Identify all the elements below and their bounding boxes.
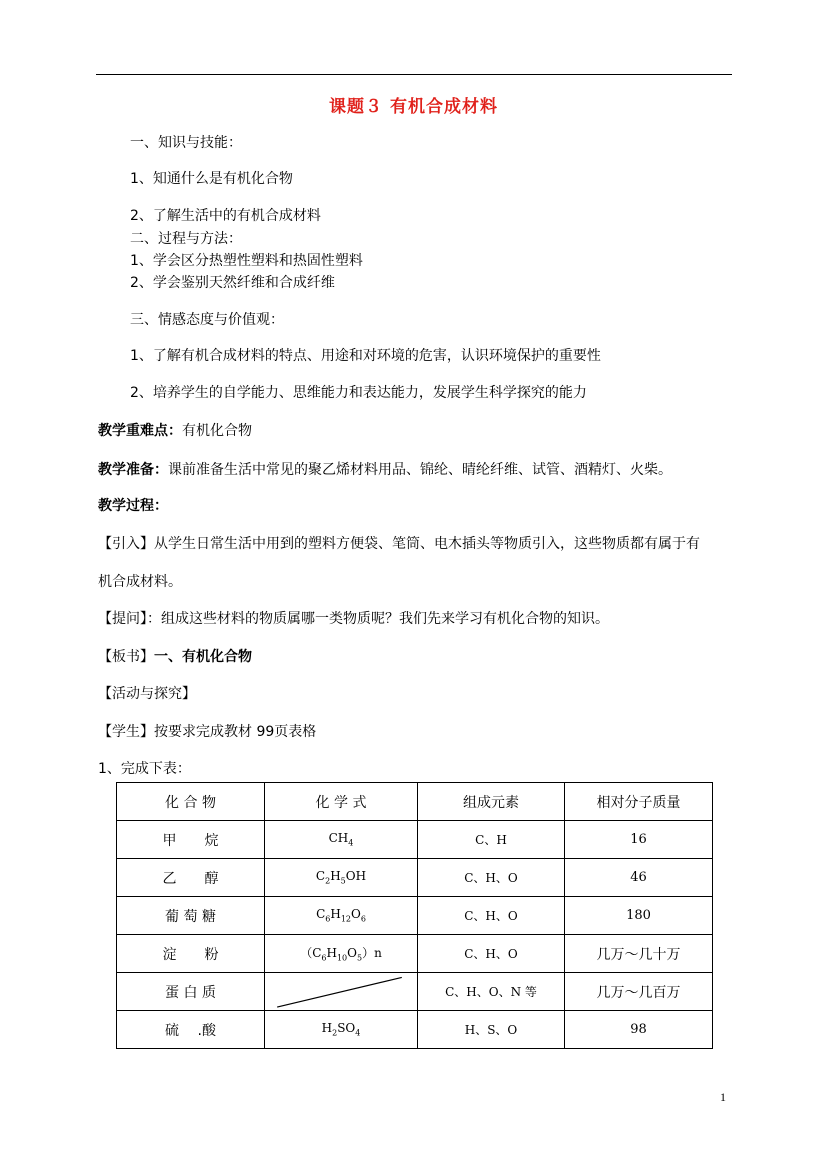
teaching-prep bbox=[98, 460, 672, 480]
formula-part: H bbox=[321, 1021, 333, 1036]
board-text: 一、有机化合物 bbox=[154, 649, 252, 665]
question-label: 【提问】 bbox=[98, 611, 147, 627]
prep-label: 教学准备： bbox=[98, 462, 168, 478]
board-line bbox=[98, 647, 252, 667]
compound-name: 乙 醇 bbox=[117, 859, 265, 897]
intro-line-2: 机合成材料。 bbox=[98, 574, 182, 590]
section-process: 二、过程与方法： bbox=[130, 231, 242, 247]
formula-subscript: 12 bbox=[340, 914, 351, 924]
formula-part: H bbox=[330, 907, 341, 922]
table-row bbox=[117, 1011, 713, 1049]
compound-name: 甲 烷 bbox=[117, 821, 265, 859]
formula-part: ）n bbox=[362, 946, 382, 961]
formula-subscript: 2 bbox=[325, 876, 331, 886]
formula-part: O bbox=[347, 946, 357, 961]
objective-1: 1、知通什么是有机化合物 bbox=[130, 171, 293, 187]
header-mass: 相对分子质量 bbox=[565, 783, 713, 821]
process-1: 1、学会区分热塑性塑料和热固性塑料 bbox=[130, 253, 363, 269]
table-row bbox=[117, 935, 713, 973]
mass-cell: 180 bbox=[565, 897, 713, 935]
header-compound: 化 合 物 bbox=[117, 783, 265, 821]
student-label: 【学生】 bbox=[98, 724, 154, 740]
table-row bbox=[117, 821, 713, 859]
process-heading: 教学过程： bbox=[98, 498, 168, 514]
compound-name: 葡 萄 糖 bbox=[117, 897, 265, 935]
elements-cell: C、H、O bbox=[418, 935, 565, 973]
formula-subscript: 5 bbox=[356, 953, 363, 963]
process-2: 2、学会鉴别天然纤维和合成纤维 bbox=[130, 275, 335, 291]
header-formula: 化 学 式 bbox=[265, 783, 418, 821]
key-point-label: 教学重难点： bbox=[98, 423, 182, 439]
activity-line: 【活动与探究】 bbox=[98, 686, 196, 702]
board-label: 【板书】 bbox=[98, 649, 154, 665]
question-text: ：组成这些材料的物质属哪一类物质呢？我们先来学习有机化合物的知识。 bbox=[147, 611, 609, 627]
intro-line-1 bbox=[98, 534, 700, 554]
mass-cell: 几万～几十万 bbox=[565, 935, 713, 973]
table-row bbox=[117, 859, 713, 897]
formula-part: （C bbox=[300, 946, 322, 961]
table-intro: 1、完成下表： bbox=[98, 761, 191, 777]
objective-2: 2、了解生活中的有机合成材料 bbox=[130, 208, 321, 224]
header-elements: 组成元素 bbox=[418, 783, 565, 821]
compound-table bbox=[116, 782, 713, 1049]
formula-part: H bbox=[330, 869, 341, 884]
formula-subscript: 4 bbox=[355, 1028, 361, 1038]
formula-subscript: 10 bbox=[336, 953, 348, 963]
key-point bbox=[98, 421, 252, 441]
chemical-formula bbox=[265, 935, 418, 973]
key-point-text: 有机化合物 bbox=[182, 423, 252, 439]
formula-part: H bbox=[326, 946, 337, 961]
diagonal-slash bbox=[265, 973, 417, 1010]
attitude-1: 1、了解有机合成材料的特点、用途和对环境的危害，认识环境保护的重要性 bbox=[130, 348, 601, 364]
mass-cell: 几万～几百万 bbox=[565, 973, 713, 1011]
mass-cell: 46 bbox=[565, 859, 713, 897]
formula-subscript: 6 bbox=[360, 914, 366, 924]
chemical-formula bbox=[265, 859, 418, 897]
elements-cell: C、H、O bbox=[418, 859, 565, 897]
elements-cell: C、H、O bbox=[418, 897, 565, 935]
formula-part: CH bbox=[328, 831, 349, 846]
page-title: 课题３ 有机合成材料 bbox=[329, 97, 498, 117]
question-line bbox=[98, 609, 609, 629]
table-row bbox=[117, 973, 713, 1011]
mass-cell: 98 bbox=[565, 1011, 713, 1049]
compound-name: 蛋 白 质 bbox=[117, 973, 265, 1011]
elements-cell: H、S、O bbox=[418, 1011, 565, 1049]
compound-name: 淀 粉 bbox=[117, 935, 265, 973]
table-row bbox=[117, 897, 713, 935]
formula-part: OH bbox=[345, 869, 367, 884]
chemical-formula bbox=[265, 821, 418, 859]
section-attitude: 三、情感态度与价值观： bbox=[130, 312, 284, 328]
attitude-2: 2、培养学生的自学能力、思维能力和表达能力，发展学生科学探究的能力 bbox=[130, 385, 587, 401]
formula-subscript: 5 bbox=[340, 876, 346, 886]
compound-name: 硫 .酸 bbox=[117, 1011, 265, 1049]
formula-part: O bbox=[351, 907, 361, 922]
elements-cell: C、H、O、N 等 bbox=[418, 973, 565, 1011]
page-number: 1 bbox=[720, 1090, 726, 1104]
table-header-row bbox=[117, 783, 713, 821]
formula-part: C bbox=[316, 907, 326, 922]
prep-text: 课前准备生活中常见的聚乙烯材料用品、锦纶、晴纶纤维、试管、酒精灯、火柴。 bbox=[168, 462, 672, 478]
student-text: 按要求完成教材 99页表格 bbox=[154, 724, 317, 740]
intro-label: 【引入】 bbox=[98, 536, 154, 552]
mass-cell: 16 bbox=[565, 821, 713, 859]
formula-part: SO bbox=[337, 1021, 356, 1036]
header-rule bbox=[96, 74, 732, 75]
section-knowledge: 一、知识与技能： bbox=[130, 135, 242, 151]
formula-cell-empty bbox=[265, 973, 418, 1011]
intro-text-1: 从学生日常生活中用到的塑料方便袋、笔筒、电木插头等物质引入，这些物质都有属于有 bbox=[154, 536, 700, 552]
formula-subscript: 6 bbox=[325, 914, 331, 924]
formula-subscript: 2 bbox=[332, 1028, 338, 1038]
formula-subscript: 6 bbox=[321, 953, 327, 963]
elements-cell: C、H bbox=[418, 821, 565, 859]
student-line bbox=[98, 722, 316, 742]
chemical-formula bbox=[265, 897, 418, 935]
chemical-formula bbox=[265, 1011, 418, 1049]
formula-subscript: 4 bbox=[348, 838, 354, 848]
formula-part: C bbox=[315, 869, 326, 884]
